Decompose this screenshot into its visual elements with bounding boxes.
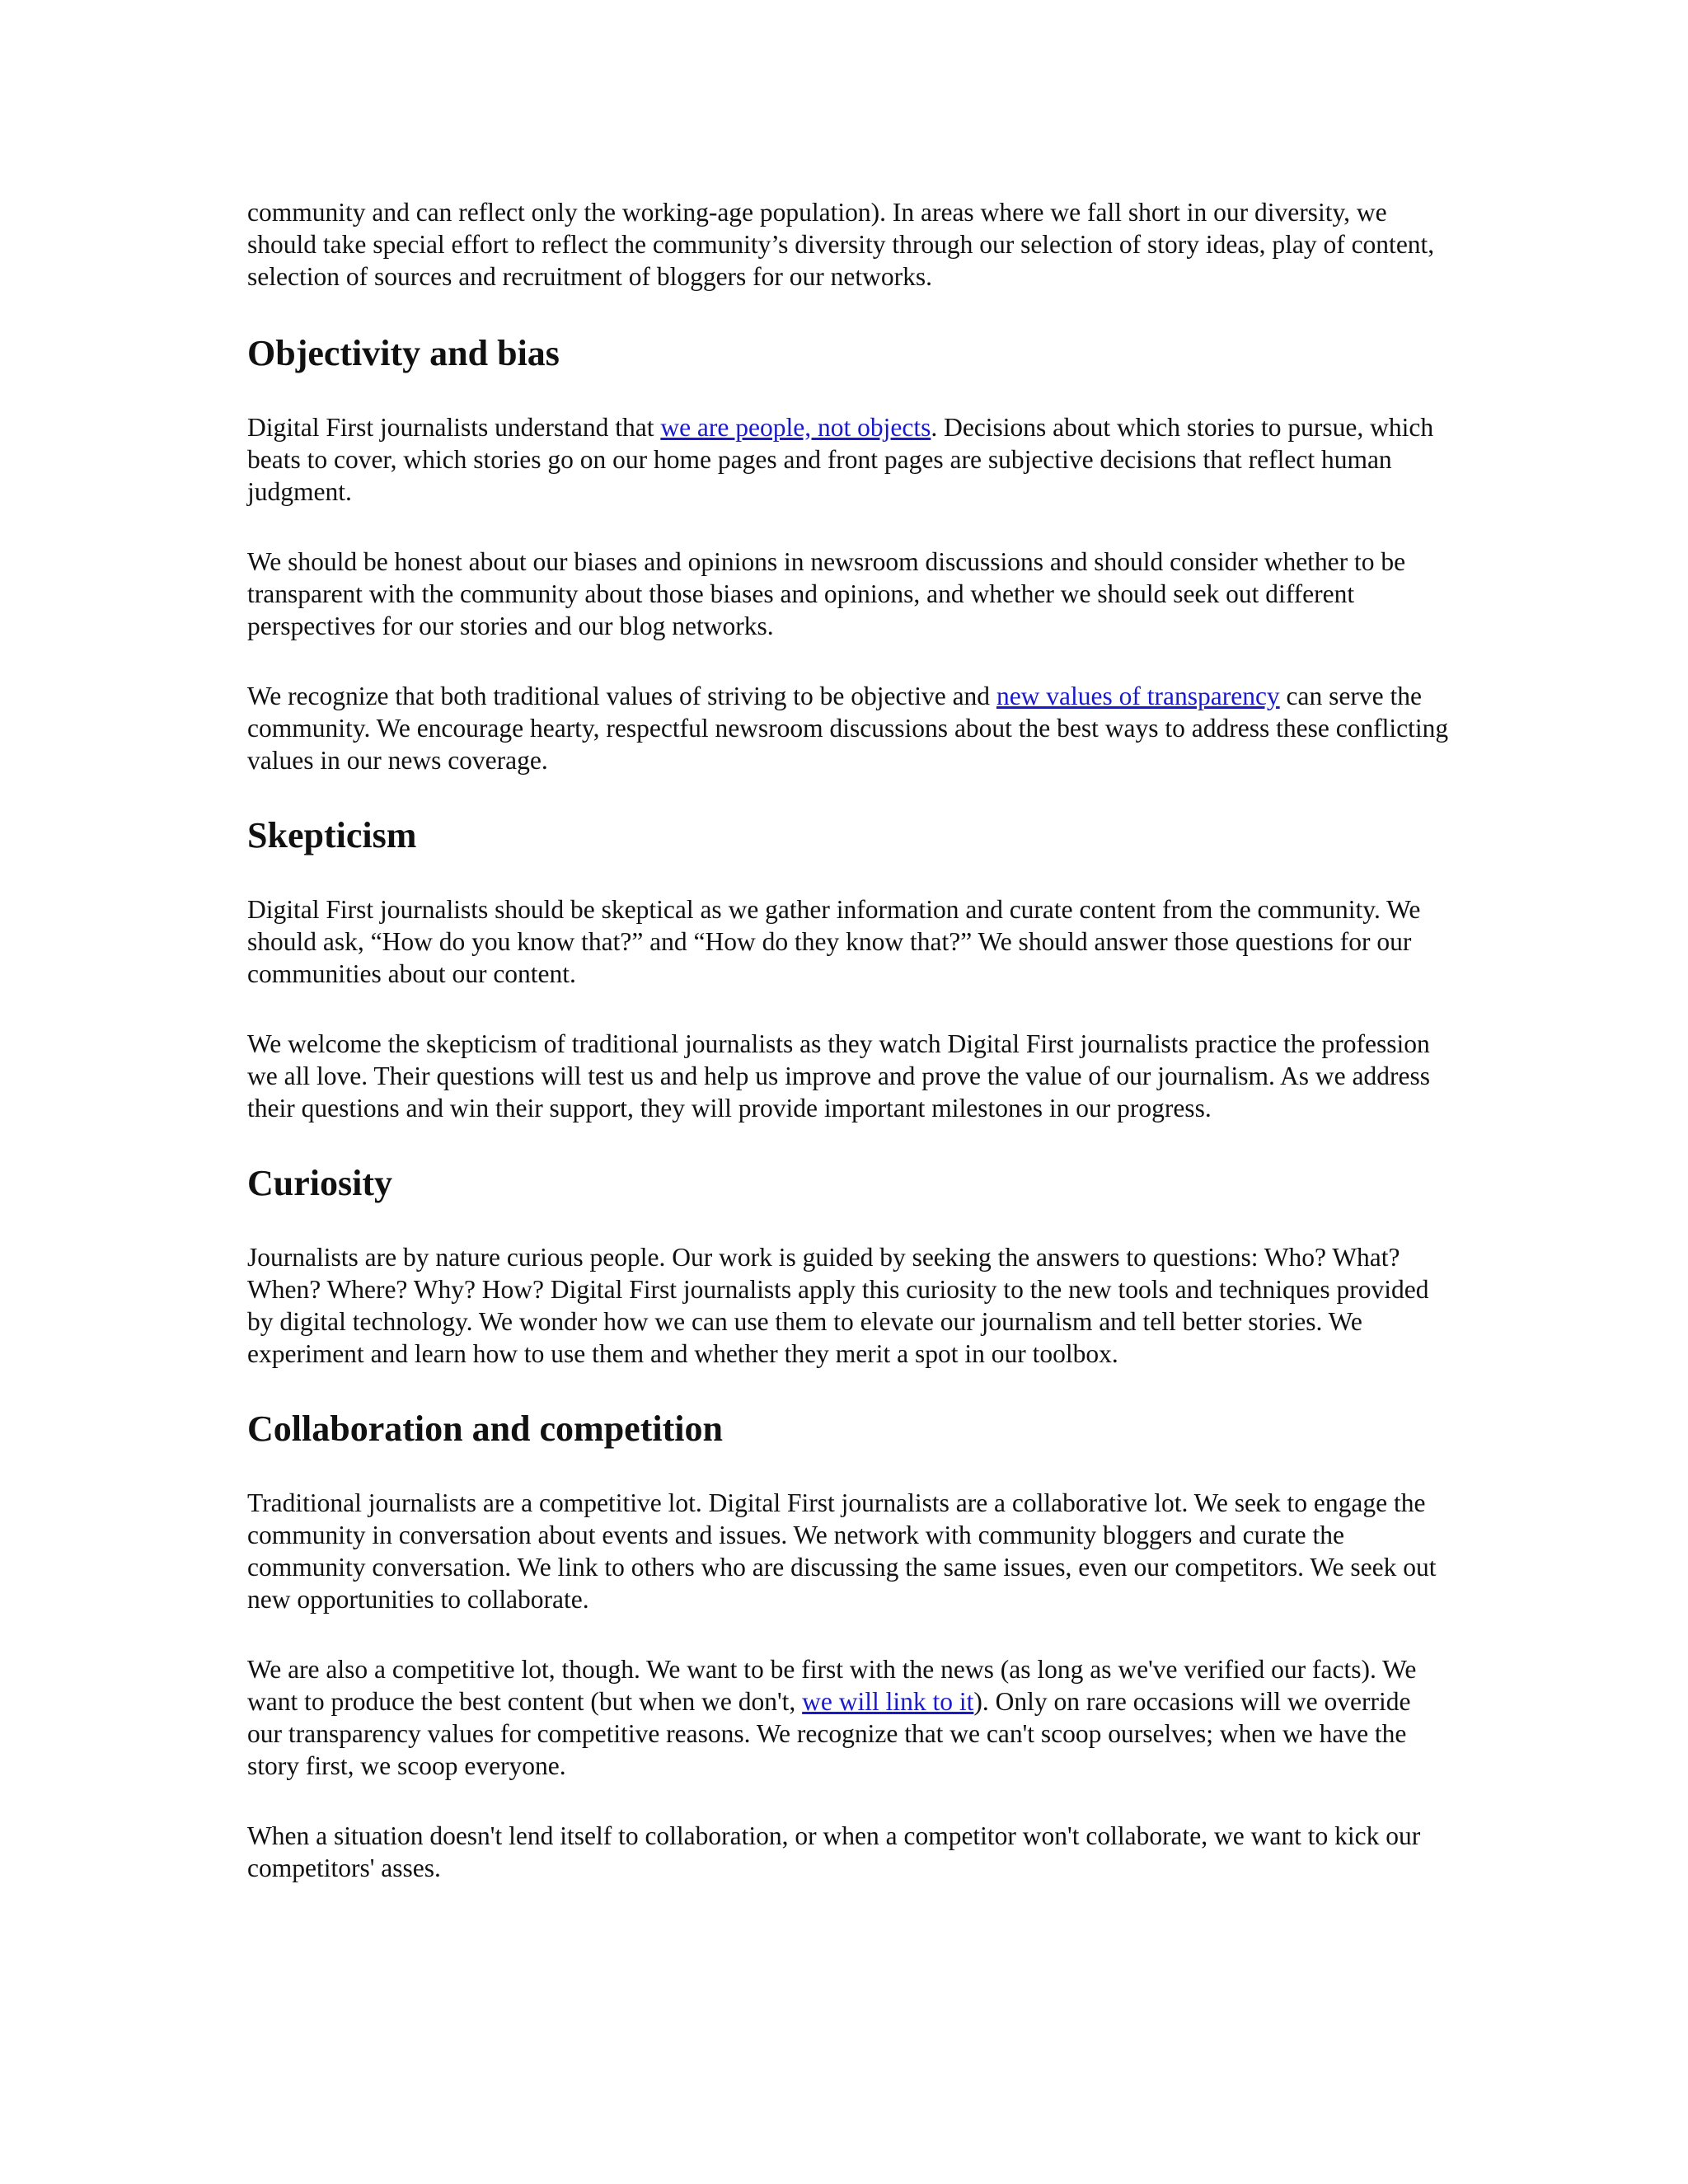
we-will-link-to-it-link[interactable]: we will link to it <box>802 1687 974 1716</box>
skepticism-paragraph-1: Digital First journalists should be skeptical as we gather information and curate content from the community. We should ask, “How do you know that?” and “How do they know that?” We should answer those questions for our communities about our content. <box>247 895 1421 988</box>
heading-skepticism: Skepticism <box>247 815 417 855</box>
new-values-of-transparency-link[interactable]: new values of transparency <box>996 682 1280 710</box>
intro-paragraph: community and can reflect only the working-age population). In areas where we fall short in our diversity, we should take special effort to reflect the community’s diversity through our selection of story ideas, play of content, selection of sources and recruitment of bloggers for our networks. <box>247 198 1435 291</box>
objectivity-paragraph-2: We should be honest about our biases and opinions in newsroom discussions and should consider whether to be transparent with the community about those biases and opinions, and whether we should seek out different perspectives for our stories and our blog networks. <box>247 547 1406 640</box>
people-not-objects-link[interactable]: we are people, not objects <box>660 413 931 442</box>
heading-curiosity: Curiosity <box>247 1163 392 1203</box>
heading-objectivity-and-bias: Objectivity and bias <box>247 333 560 373</box>
objectivity-p1-text-after: . Decisions about which stories to pursue, which beats to cover, which stories go on our home pages and front pages are subjective decisions that reflect human judgment. <box>247 413 1434 506</box>
document-page <box>247 196 1451 1922</box>
collaboration-paragraph-1: Traditional journalists are a competitive lot. Digital First journalists are a collaborative lot. We seek to engage the community in conversation about events and issues. We network with community bloggers and curate the community conversation. We link to others who are discussing the same issues, even our competitors. We seek out new opportunities to collaborate. <box>247 1488 1437 1614</box>
skepticism-paragraph-2: We welcome the skepticism of traditional journalists as they watch Digital First journalists practice the profession we all love. Their questions will test us and help us improve and prove the value of our journalism. As we address their questions and win their support, they will provide important milestones in our progress. <box>247 1029 1431 1122</box>
heading-collaboration-and-competition: Collaboration and competition <box>247 1408 723 1449</box>
objectivity-p3-text-after: can serve the community. We encourage hearty, respectful newsroom discussions about the best ways to address these conflicting values in our news coverage. <box>247 682 1449 775</box>
collaboration-paragraph-3: When a situation doesn't lend itself to collaboration, or when a competitor won't collaborate, we want to kick our competitors' asses. <box>247 1821 1421 1882</box>
objectivity-paragraph-3 <box>247 680 1451 776</box>
curiosity-paragraph-1: Journalists are by nature curious people. Our work is guided by seeking the answers to questions: Who? What? When? Where? Why? How? Digital First journalists apply this curiosity to the new tools and techniques provided by digital technology. We wonder how we can use them to elevate our journalism and tell better stories. We experiment and learn how to use them and whether they merit a spot in our toolbox. <box>247 1243 1429 1368</box>
objectivity-p1-text-before: Digital First journalists understand that <box>247 413 661 442</box>
collaboration-p2-text-after: ). Only on rare occasions will we override our transparency values for competitive reasons. We recognize that we can't scoop ourselves; when we have the story first, we scoop everyone. <box>247 1687 1411 1780</box>
objectivity-paragraph-1 <box>247 411 1451 508</box>
collaboration-p2-text-before: We are also a competitive lot, though. We want to be first with the news (as long as we've verified our facts). We want to produce the best content (but when we don't, <box>247 1655 1417 1716</box>
collaboration-paragraph-2 <box>247 1653 1451 1782</box>
objectivity-p3-text-before: We recognize that both traditional values of striving to be objective and <box>247 682 996 710</box>
